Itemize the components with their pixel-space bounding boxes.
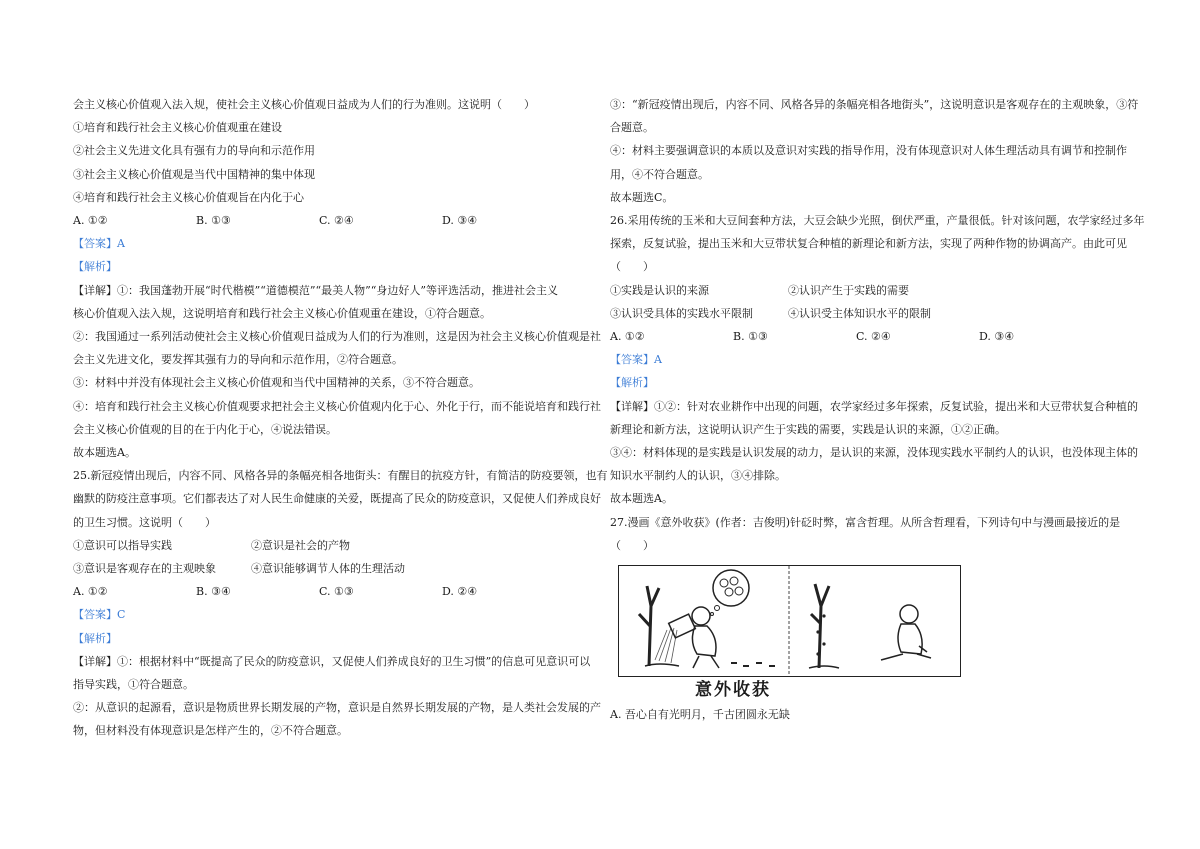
detail-line: 【详解】①②：针对农业耕作中出现的问题，农学家经过多年探索，反复试验，提出米和大豆带状复合种植的 [610,399,1138,413]
choice: ③意识是客观存在的主观映象 [73,562,216,576]
detail-line: 用，④不符合题意。 [610,167,709,181]
question-stem: 27.漫画《意外收获》(作者：吉俊明)针砭时弊，富含哲理。从所含哲理看，下列诗句中与漫画最接近的是 [610,515,1121,529]
detail-line: 新理论和新方法，这说明认识产生于实践的需要，实践是认识的来源，①②正确。 [610,422,1006,436]
option-a: A. ①② [73,214,108,228]
choice-row [610,302,1130,325]
choice: ①实践是认识的来源 [610,283,709,297]
cartoon-frame [618,565,961,677]
choice-row [610,279,1130,302]
detail-line: ③：“新冠疫情出现后，内容不同、风格各异的条幅亮相各地街头”，这说明意识是客观存在的主观映象，③符 [610,98,1139,111]
detail-line: ②：从意识的起源看，意识是物质世界长期发展的产物，意识是自然界长期发展的产物，是人类社会发展的产 [73,701,601,715]
detail-line: 指导实践，①符合题意。 [73,678,194,692]
analysis-label: 【解析】 [73,631,117,645]
choice-row [73,557,593,580]
question-stem: 的卫生习惯。这说明（ ） [73,515,216,529]
analysis-label: 【解析】 [73,260,117,274]
choice: ④认识受主体知识水平的限制 [788,306,931,320]
choice-line: ①培育和践行社会主义核心价值观重在建设 [73,121,282,135]
detail-line: ④：材料主要强调意识的本质以及意识对实践的指导作用，没有体现意识对人体生理活动具有调节和控制作 [610,144,1127,158]
question-stem: （ ） [610,538,654,552]
detail-line: 【详解】①：根据材料中“既提高了民众的防疫意识，又促使人们养成良好的卫生习惯”的信息可见意识可以 [73,654,591,668]
choice: ④意识能够调节人体的生理活动 [251,562,405,576]
conclusion-line: 故本题选A。 [73,446,136,460]
choice-row [73,534,593,557]
conclusion-line: 故本题选A。 [610,492,673,506]
option-c: C. ①③ [319,585,354,599]
option-d: D. ③④ [442,214,478,228]
q25-options [73,580,593,603]
option-d: D. ③④ [979,330,1015,344]
q24-options [73,209,593,232]
detail-line: 合题意。 [610,121,654,135]
option-b: B. ③④ [196,585,231,599]
detail-line: 会主义先进文化，要发挥其强有力的导向和示范作用，②符合题意。 [73,353,403,367]
option-d: D. ②④ [442,585,478,599]
left-column [73,93,608,743]
option-b: B. ①③ [196,214,231,228]
choice: ①意识可以指导实践 [73,538,172,552]
answer-label: 【答案】C [73,608,126,622]
option-a: A. 吾心自有光明月，千古团圆永无缺 [610,708,790,722]
option-b: B. ①③ [733,330,768,344]
analysis-label: 【解析】 [610,376,654,390]
cartoon-illustration [619,566,959,675]
cartoon-figure [618,565,961,703]
question-stem: 26.采用传统的玉米和大豆间套种方法，大豆会缺少光照，倒伏严重，产量很低。针对该问题，农学家经过多年 [610,214,1145,228]
answer-label: 【答案】A [73,237,125,251]
conclusion-line: 故本题选C。 [610,190,674,204]
question-stem: 探索，反复试验，提出玉米和大豆带状复合种植的新理论和新方法，实现了两种作物的协调高产。由此可见 [610,237,1127,251]
question-stem: 25.新冠疫情出现后，内容不同、风格各异的条幅亮相各地街头：有醒目的抗疫方针，有简洁的防疫要领，也有 [73,469,608,483]
text-line: 会主义核心价值观入法入规，使社会主义核心价值观日益成为人们的行为准则。这说明（ ） [73,98,535,111]
detail-line: ④：培育和践行社会主义核心价值观要求把社会主义核心价值观内化于心、外化于行，而不能说培育和践行社 [73,399,601,413]
detail-line: 【详解】①：我国蓬勃开展“时代楷模”“道德模范”“最美人物”“身边好人”等评选活动，推进社会主义 [73,283,558,297]
option-c: C. ②④ [319,214,354,228]
answer-label: 【答案】A [610,353,662,367]
choice: ②意识是社会的产物 [251,538,350,552]
detail-line: 会主义核心价值观的目的在于内化于心，④说法错误。 [73,422,337,436]
right-column [610,93,1145,726]
detail-line: ③④：材料体现的是实践是认识发展的动力，是认识的来源，没体现实践水平制约人的认识，也没体现主体的 [610,446,1138,460]
choice-line: ④培育和践行社会主义核心价值观旨在内化于心 [73,190,304,204]
choice-line: ③社会主义核心价值观是当代中国精神的集中体现 [73,167,315,181]
option-c: C. ②④ [856,330,891,344]
choice-line: ②社会主义先进文化具有强有力的导向和示范作用 [73,144,315,158]
detail-line: 核心价值观入法入规，这说明培育和践行社会主义核心价值观重在建设，①符合题意。 [73,306,491,320]
question-stem: （ ） [610,260,654,274]
choice: ②认识产生于实践的需要 [788,283,909,297]
detail-line: 知识水平制约人的认识，③④排除。 [610,469,786,483]
detail-line: ③：材料中并没有体现社会主义核心价值观和当代中国精神的关系，③不符合题意。 [73,376,480,390]
q26-options [610,325,1130,348]
detail-line: ②：我国通过一系列活动使社会主义核心价值观日益成为人们的行为准则，这是因为社会主义核心价值观是社 [73,330,601,344]
option-a: A. ①② [610,330,645,344]
detail-line: 物，但材料没有体现意识是怎样产生的，②不符合题意。 [73,724,348,738]
cartoon-caption: 意外收获 [695,680,771,701]
choice: ③认识受具体的实践水平限制 [610,306,753,320]
option-a: A. ①② [73,585,108,599]
question-stem: 幽默的防疫注意事项。它们都表达了对人民生命健康的关爱，既提高了民众的防疫意识，又促使人们养成良好 [73,492,601,506]
